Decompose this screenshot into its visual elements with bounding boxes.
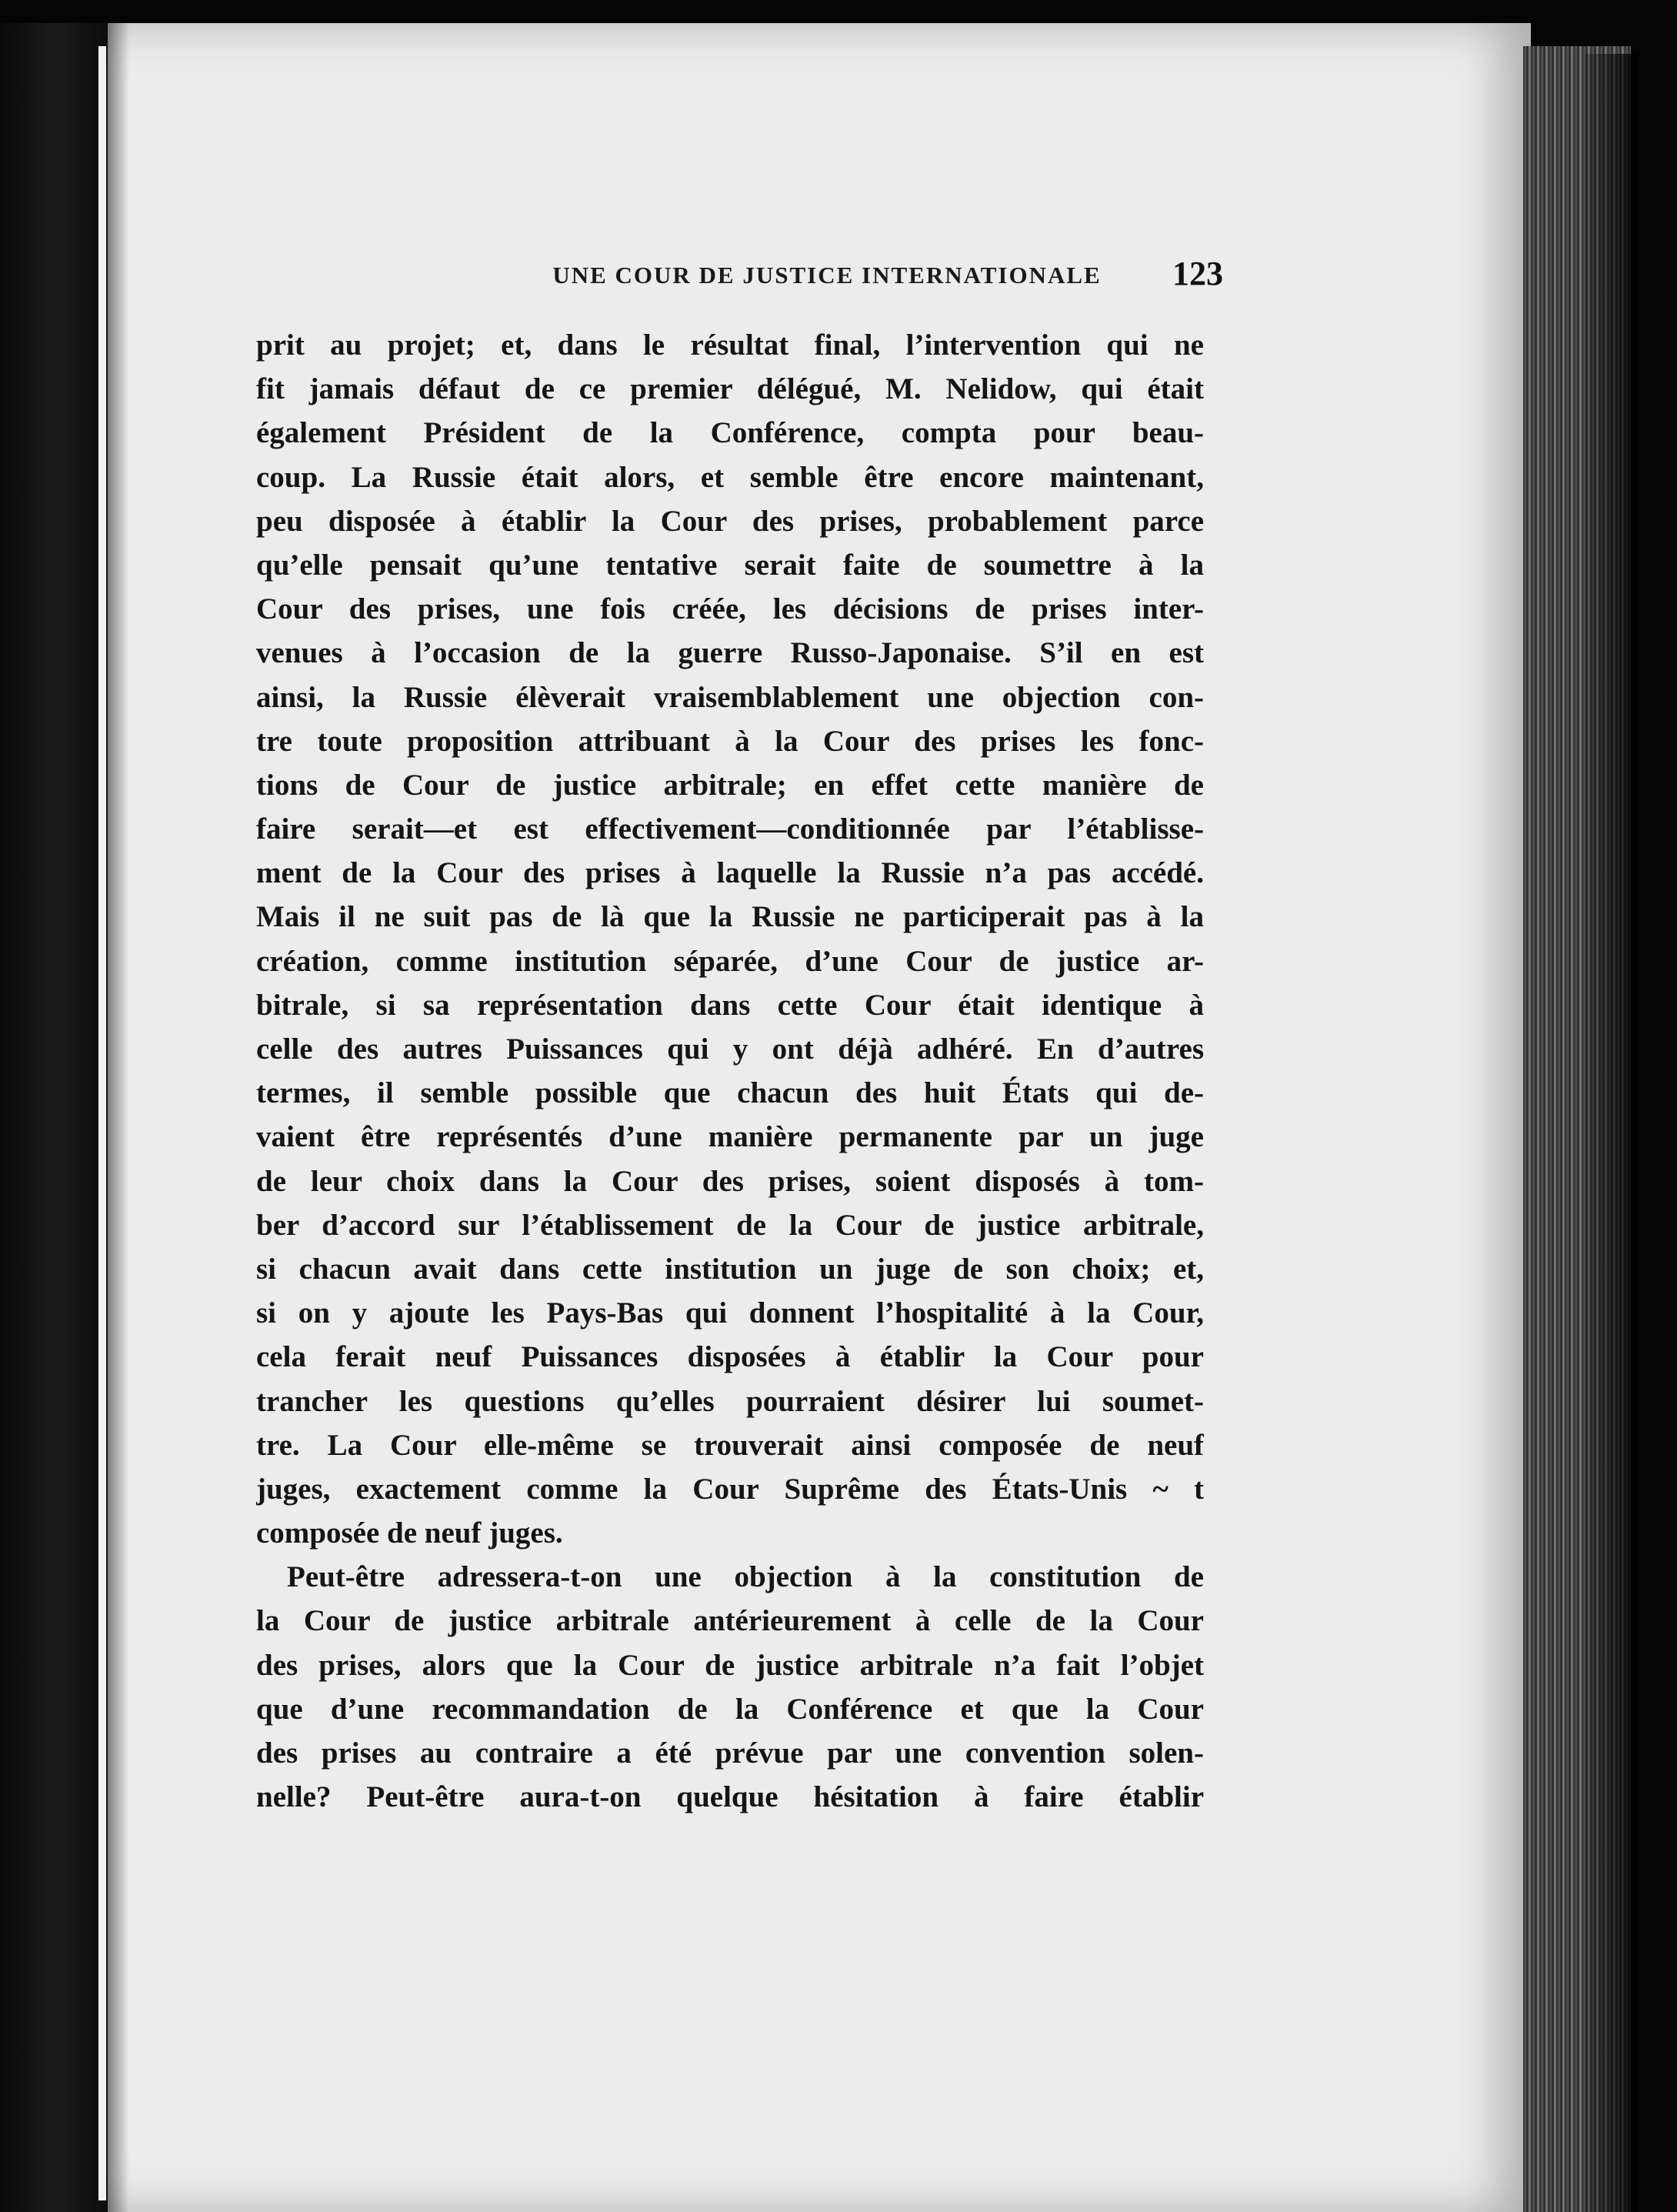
text-line: qu’elle pensait qu’une tentative serait faite de soumettre à la [256,548,1204,582]
text-line: tre toute proposition attribuant à la Cour des prises les fonc- [256,724,1204,758]
text-line: de leur choix dans la Cour des prises, soient disposés à tom- [256,1164,1204,1198]
text-line: Mais il ne suit pas de là que la Russie ne participerait pas à la [256,900,1204,934]
text-line: ber d’accord sur l’établissement de la Cour de justice arbitrale, [256,1208,1204,1242]
gutter-shadow [108,23,129,2212]
text-line: si on y ajoute les Pays-Bas qui donnent l’hospitalité à la Cour, [256,1296,1204,1330]
text-line: des prises, alors que la Cour de justice arbitrale n’a fait l’objet [256,1648,1204,1682]
text-line: tre. La Cour elle-même se trouverait ainsi composée de neuf [256,1428,1204,1462]
text-line: coup. La Russie était alors, et semble être encore maintenant, [256,460,1204,494]
text-line: cela ferait neuf Puissances disposées à établir la Cour pour [256,1340,1204,1374]
text-line: venues à l’occasion de la guerre Russo-Japonaise. S’il en est [256,636,1204,670]
page-number: 123 [1172,255,1223,292]
text-line: termes, il semble possible que chacun des huit États qui de- [256,1076,1204,1110]
text-line: bitrale, si sa représentation dans cette Cour était identique à [256,988,1204,1022]
running-head: UNE COUR DE JUSTICE INTERNATIONALE [552,262,1102,289]
text-line: création, comme institution séparée, d’une Cour de justice ar- [256,944,1204,978]
text-line: si chacun avait dans cette institution un juge de son choix; et, [256,1252,1204,1286]
text-line: que d’une recommandation de la Conférence et que la Cour [256,1692,1204,1726]
page-stack-shadow [1585,54,1639,2212]
text-line: juges, exactement comme la Cour Suprême des États-Unis ~ t [256,1472,1204,1506]
text-line: faire serait—et est effectivement—conditionnée par l’établisse- [256,812,1204,846]
facing-page-edge [0,23,108,2212]
text-line: celle des autres Puissances qui y ont déjà adhéré. En d’autres [256,1033,1204,1066]
text-line: peu disposée à établir la Cour des prises, probablement parce [256,504,1204,538]
paragraph-1 [256,323,1204,1555]
text-line: prit au projet; et, dans le résultat final, l’intervention qui ne [256,329,1204,362]
text-line: des prises au contraire a été prévue par une convention solen- [256,1737,1204,1770]
text-line: nelle? Peut-être aura-t-on quelque hésitation à faire établir [256,1780,1204,1814]
paragraph-2 [256,1555,1204,1819]
text-line: composée de neuf juges. [256,1516,563,1550]
text-line: ment de la Cour des prises à laquelle la Russie n’a pas accédé. [256,856,1204,890]
text-line: ainsi, la Russie élèverait vraisemblablement une objection con- [256,680,1204,714]
text-line: fit jamais défaut de ce premier délégué, M. Nelidow, qui était [256,372,1204,406]
facing-page-margin-line [98,46,106,2200]
body-text [256,323,1204,1819]
text-line: vaient être représentés d’une manière permanente par un juge [256,1120,1204,1154]
text-line: également Président de la Conférence, compta pour beau- [256,416,1204,450]
text-line: la Cour de justice arbitrale antérieurement à celle de la Cour [256,1604,1204,1638]
text-line: trancher les questions qu’elles pourraient désirer lui soumet- [256,1384,1204,1418]
text-line: Peut-être adressera-t-on une objection à la constitution de [287,1560,1204,1594]
text-line: tions de Cour de justice arbitrale; en effet cette manière de [256,768,1204,802]
text-line: Cour des prises, une fois créée, les décisions de prises inter- [256,592,1204,626]
